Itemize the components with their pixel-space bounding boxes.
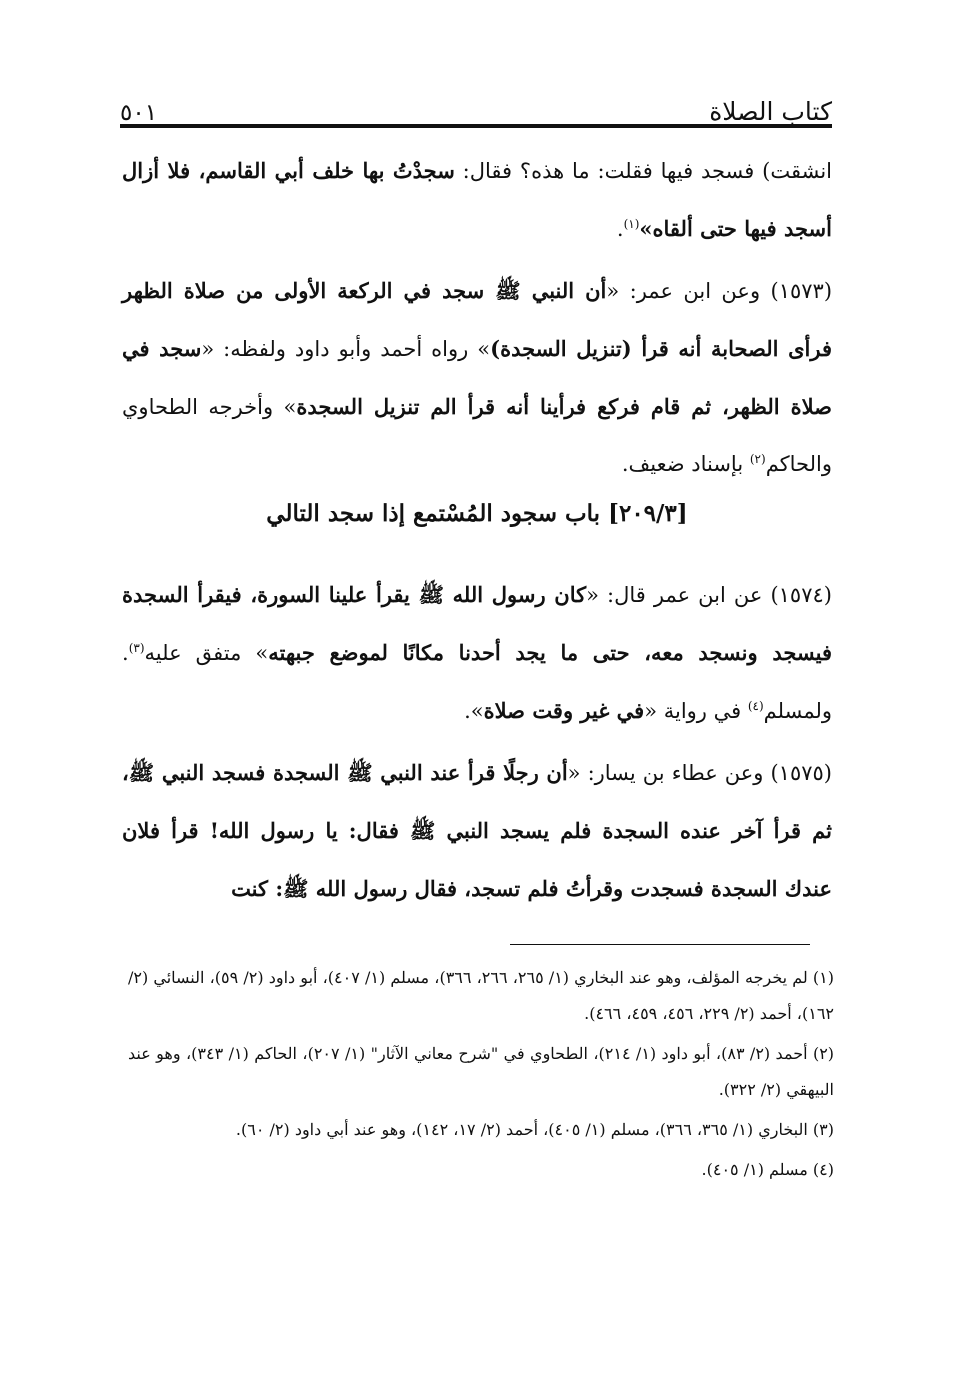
footnote-ref-2: (٢) xyxy=(749,452,766,466)
footnote-2: (٢) أحمد (٢/ ٨٣)، أبو داود (١/ ٢١٤)، الطحاوي في "شرح معاني الآثار" (١/ ٢٠٧)، الحاكم (١/ ٣٤٣)، وهو عند البيهقي (٢/ ٣٢٢). xyxy=(128,1044,835,1099)
hadith-1575: (١٥٧٥) وعن عطاء بن يسار: «أن رجلًا قرأ عند النبي ﷺ السجدة فسجد النبي ﷺ، ثم قرأ آخر عنده السجدة فلم يسجد النبي ﷺ فقال: يا رسول الله! قرأ فلان عندك السجدة فسجدت وقرأتُ فلم تسجد، فقال رسول الله ﷺ: كنت xyxy=(122,760,832,901)
footnote-4: (٤) مسلم (١/ ٤٠٥). xyxy=(701,1160,834,1179)
page-header xyxy=(120,78,832,126)
footnote-ref-1: (١) xyxy=(623,217,640,231)
main-text-top xyxy=(122,142,832,497)
hadith-1573: (١٥٧٣) وعن ابن عمر: «أن النبي ﷺ سجد في الركعة الأولى من صلاة الظهر فرأى الصحابة أنه قرأ (تنزيل السجدة)» رواه أحمد وأبو داود ولفظه: «سجد في صلاة الظهر، ثم قام فركع فرأينا أنه قرأ الم تنزيل السجدة» وأخرجه الطحاوي والحاكم$^{(٢)}$ بإسناد ضعيف. xyxy=(122,278,833,476)
main-text-bottom xyxy=(122,566,832,922)
footnotes xyxy=(128,960,834,1192)
footnote-3: (٣) البخاري (١/ ٣٦٥، ٣٦٦)، مسلم (١/ ٤٠٥)، أحمد (٢/ ١٧، ١٤٢)، وهو عند أبي داود (٢/ ٦٠). xyxy=(235,1120,834,1139)
page-number: ٥٠١ xyxy=(120,100,158,126)
footnote-1: (١) لم يخرجه المؤلف، وهو عند البخاري (١/ ٢٦٥، ٢٦٦، ٣٦٦)، مسلم (١/ ٤٠٧)، أبو داود (٢/ ٥٩)، النسائي (٢/ ١٦٢)، أحمد (٢/ ٢٢٩، ٤٥٦، ٤٥٩، ٤٦٦). xyxy=(128,968,835,1023)
footnote-rule xyxy=(510,944,810,945)
running-title: كتاب الصلاة xyxy=(709,97,832,126)
footnote-ref-3: (٣) xyxy=(128,641,145,655)
header-rule xyxy=(120,124,832,128)
footnote-ref-4: (٤) xyxy=(747,699,764,713)
hadith-1574: (١٥٧٤) عن ابن عمر قال: «كان رسول الله ﷺ يقرأ علينا السورة، فيقرأ السجدة فيسجد ونسجد معه، حتى ما يجد أحدنا مكانًا لموضع جبهته» متفق عليه$^{(٣)}$. ولمسلم$^{(٤)}$ في رواية «في غير وقت صلاة». xyxy=(122,582,833,723)
chapter-heading: [٢٠٩/٣] باب سجود المُسْتمع إذا سجد التالي xyxy=(266,500,688,527)
paragraph-continuation: انشقت) فسجد فيها فقلت: ما هذه؟ فقال: سجدْتُ بها خلف أبي القاسم، فلا أزال أسجد فيها حتى ألقاه»$^{(١)}$. xyxy=(122,158,832,241)
